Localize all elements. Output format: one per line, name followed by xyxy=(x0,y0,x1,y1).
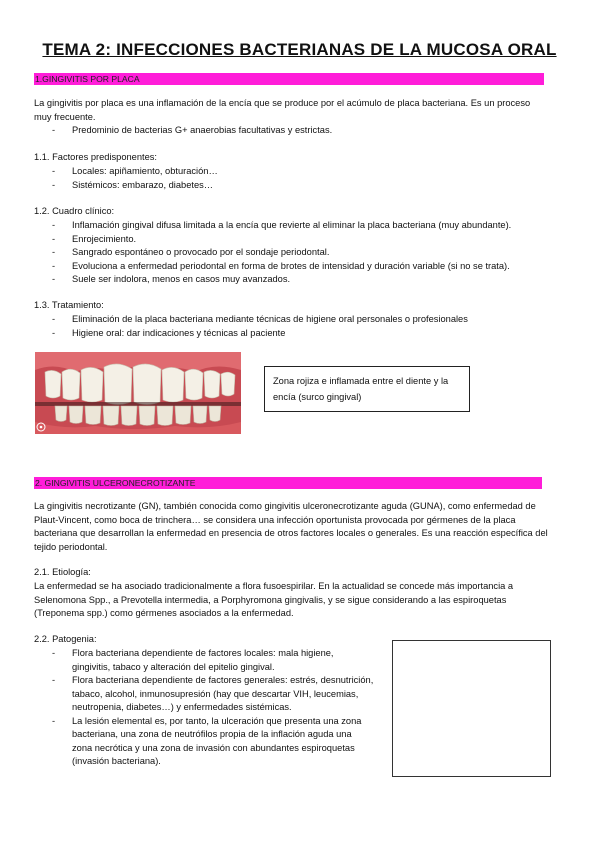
section-1-heading: 1.GINGIVITIS POR PLACA xyxy=(34,73,544,85)
section-2-heading: 2. GINGIVITIS ULCERONECROTIZANTE xyxy=(34,477,542,489)
image-caption-box: Zona rojiza e inflamada entre el diente y la encía (surco gingival) xyxy=(264,366,470,412)
cuadro-heading: 1.2. Cuadro clínico: xyxy=(34,206,115,216)
section-1-intro: La gingivitis por placa es una inflamación de la encía que se produce por el acúmulo de placa bacteriana. Es un proceso muy frecuente. xyxy=(34,98,531,122)
cuadro-list xyxy=(34,219,511,287)
list-item: - Flora bacteriana dependiente de factores generales: estrés, desnutrición, tabaco, alcohol, inmunosupresión (hay que descartar VIH, leucemias, neutropenia, diabetes…) y enfermedades sistémicas. xyxy=(34,674,374,715)
list-item: - Enrojecimiento. xyxy=(34,233,511,247)
gingivitis-teeth-image xyxy=(35,352,241,434)
list-item: - La lesión elemental es, por tanto, la ulceración que presenta una zona bacteriana, una zona de neutrófilos propia de la inflación aguda una zona necrótica y una zona de invasión con abundantes espiroquetas (invasión bacteriana). xyxy=(34,715,374,769)
list-item: - Inflamación gingival difusa limitada a la encía que revierte al eliminar la placa bacteriana (muy abundante). xyxy=(34,219,511,233)
factores-list xyxy=(34,165,218,192)
list-item: - Sangrado espontáneo o provocado por el sondaje periodontal. xyxy=(34,246,511,260)
list-item: - Suele ser indolora, menos en casos muy avanzados. xyxy=(34,273,511,287)
list-item: - Flora bacteriana dependiente de factores locales: mala higiene, gingivitis, tabaco y alteración del epitelio gingival. xyxy=(34,647,374,674)
list-item: - Eliminación de la placa bacteriana mediante técnicas de higiene oral personales o profesionales xyxy=(34,313,468,327)
tratamiento-list xyxy=(34,313,468,340)
tratamiento-heading: 1.3. Tratamiento: xyxy=(34,300,104,310)
list-item: - Predominio de bacterias G+ anaerobias facultativas y estrictas. xyxy=(34,124,332,138)
section-2-intro: La gingivitis necrotizante (GN), también conocida como gingivitis ulceronecrotizante aguda (GUNA), como enfermedad de Plaut-Vincent, como boca de trinchera… se considera una infección oportunista provocada por gérmenes de la placa bacteriana que desarrollan la enfermedad en presencia de otros factores locales o generales. Es una reacción específica del tejido periodontal. xyxy=(34,501,548,552)
etiologia-heading: 2.1. Etiología: xyxy=(34,567,91,577)
etiologia-text: La enfermedad se ha asociado tradicionalmente a flora fusoespirilar. En la actualidad se concede más importancia a Selenomona Spp., a Prevotella intermedia, a Porphyromona gingivalis, y se sigue considerando a las espiroquetas (Treponema spp.) como gérmenes asociados a la enfermedad. xyxy=(34,581,514,618)
section-1-intro-list xyxy=(34,124,332,138)
list-item: - Evoluciona a enfermedad periodontal en forma de brotes de intensidad y duración variable (si no se trata). xyxy=(34,260,511,274)
patogenia-list xyxy=(34,647,374,769)
image-placeholder-box xyxy=(392,640,551,777)
patogenia-heading: 2.2. Patogenia: xyxy=(34,634,97,644)
page-title: TEMA 2: INFECCIONES BACTERIANAS DE LA MUCOSA ORAL xyxy=(42,40,557,59)
factores-heading: 1.1. Factores predisponentes: xyxy=(34,152,157,162)
list-item: - Higiene oral: dar indicaciones y técnicas al paciente xyxy=(34,327,468,341)
list-item: - Locales: apiñamiento, obturación… xyxy=(34,165,218,179)
list-item: - Sistémicos: embarazo, diabetes… xyxy=(34,179,218,193)
